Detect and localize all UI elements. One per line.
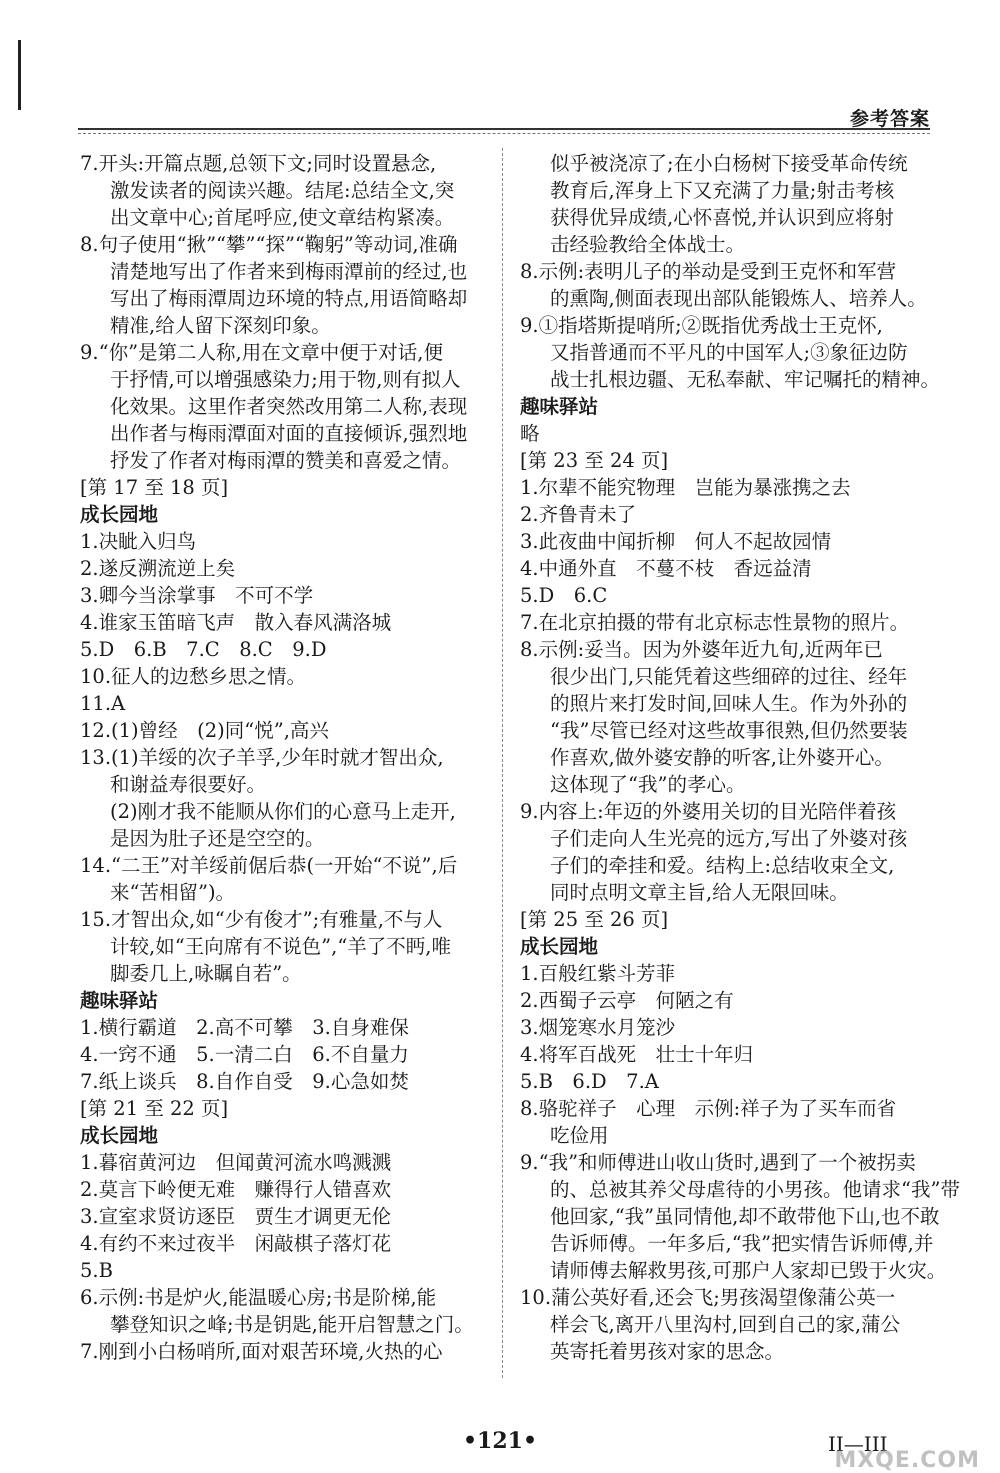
answer-line: 教育后,浑身上下又充满了力量;射击考核 — [550, 179, 895, 202]
page-tag: II—III — [828, 1432, 888, 1456]
answer-line: 5.B — [80, 1259, 113, 1282]
answer-line: 15.才智出众,如“少有俊才”;有雅量,不与人 — [80, 908, 443, 931]
answer-line: 抒发了作者对梅雨潭的赞美和喜爱之情。 — [110, 449, 462, 472]
answer-line: 4.将军百战死 壮士十年归 — [520, 1043, 754, 1066]
answer-line: 激发读者的阅读兴趣。结尾:总结全文,突 — [110, 179, 455, 202]
answer-line: 吃俭用 — [550, 1124, 609, 1147]
answer-line: 13.(1)羊绥的次子羊孚,少年时就才智出众, — [80, 746, 444, 769]
answer-line: 8.示例:妥当。因为外婆年近九旬,近两年已 — [520, 638, 883, 661]
answer-line: 2.遂反溯流逆上矣 — [80, 557, 236, 580]
answer-line: 又指普通而不平凡的中国军人;③象征边防 — [550, 341, 908, 364]
page-spine-mark — [18, 40, 21, 110]
column-divider — [502, 148, 503, 1378]
answer-line: 同时点明文章主旨,给人无限回味。 — [550, 881, 849, 904]
answer-line: 7.刚到小白杨哨所,面对艰苦环境,火热的心 — [80, 1340, 443, 1363]
answer-line: 样会飞,离开八里沟村,回到自己的家,蒲公 — [550, 1313, 901, 1336]
header-rule — [78, 128, 930, 130]
section-heading: 成长园地 — [80, 1124, 159, 1147]
header-rule-dashed — [78, 133, 930, 134]
answer-line: 14.“二王”对羊绥前倨后恭(一开始“不说”,后 — [80, 854, 458, 877]
answer-line: 子们走向人生光亮的远方,写出了外婆对孩 — [550, 827, 908, 850]
answer-line: 脚委几上,咏瞩自若”。 — [110, 962, 302, 985]
answer-line: 1.百般红紫斗芳菲 — [520, 962, 676, 985]
section-heading: 成长园地 — [520, 935, 599, 958]
answer-line: 3.宣室求贤访逐臣 贾生才调更无伦 — [80, 1205, 392, 1228]
answer-line: 4.有约不来过夜半 闲敲棋子落灯花 — [80, 1232, 392, 1255]
right-column — [520, 150, 960, 1365]
answer-line: 英寄托着男孩对家的思念。 — [550, 1340, 785, 1363]
answer-line: 出作者与梅雨潭面对面的直接倾诉,强烈地 — [110, 422, 468, 445]
section-heading: 趣味驿站 — [520, 395, 599, 418]
answer-line: 的、总被其养父母虐待的小男孩。他请求“我”带 — [550, 1178, 960, 1201]
answer-line: 8.示例:表明儿子的举动是受到王克怀和军营 — [520, 260, 897, 283]
answer-line: 6.示例:书是炉火,能温暖心房;书是阶梯,能 — [80, 1286, 437, 1309]
answer-line: 计较,如“王向席有不说色”,“羊了不眄,唯 — [110, 935, 452, 958]
answer-line: “我”尽管已经对这些故事很熟,但仍然要装 — [550, 719, 908, 742]
answer-line: 1.横行霸道 2.高不可攀 3.自身难保 — [80, 1016, 409, 1039]
section-heading: 成长园地 — [80, 503, 159, 526]
answer-line: 告诉师傅。一年多后,“我”把实情告诉师傅,并 — [550, 1232, 934, 1255]
answer-line: 子们的牵挂和爱。结构上:总结收束全文, — [550, 854, 895, 877]
header-label: 参考答案 — [849, 108, 930, 130]
answer-line: 1.暮宿黄河边 但闻黄河流水鸣溅溅 — [80, 1151, 392, 1174]
answer-line: 是因为肚子还是空空的。 — [110, 827, 325, 850]
answer-line: 化效果。这里作者突然改用第二人称,表现 — [110, 395, 468, 418]
answer-line: 9.内容上:年迈的外婆用关切的目光陪伴着孩 — [520, 800, 897, 823]
answer-line: 的熏陶,侧面表现出部队能锻炼人、培养人。 — [550, 287, 927, 310]
answer-line: 2.齐鲁青未了 — [520, 503, 637, 526]
answer-line: 7.开头:开篇点题,总领下文;同时设置悬念, — [80, 152, 437, 175]
answer-line: 4.一窍不通 5.一清二白 6.不自量力 — [80, 1043, 409, 1066]
answer-line: 似乎被浇凉了;在小白杨树下接受革命传统 — [550, 152, 908, 175]
answer-line: 3.烟笼寒水月笼沙 — [520, 1016, 676, 1039]
left-column — [80, 150, 482, 1365]
answer-line: 4.中通外直 不蔓不枝 香远益清 — [520, 557, 812, 580]
page-range-label: [第 21 至 22 页] — [80, 1097, 229, 1120]
answer-line: (2)刚才我不能顺从你们的心意马上走开, — [110, 800, 456, 823]
answer-line: 精准,给人留下深刻印象。 — [110, 314, 331, 337]
answer-line: 2.西蜀子云亭 何陋之有 — [520, 989, 734, 1012]
answer-line: 1.尔辈不能究物理 岂能为暴涨携之去 — [520, 476, 851, 499]
answer-line: 12.(1)曾经 (2)同“悦”,高兴 — [80, 719, 329, 742]
answer-line: 写出了梅雨潭周边环境的特点,用语简略却 — [110, 287, 468, 310]
answer-line: 5.B 6.D 7.A — [520, 1070, 659, 1093]
answer-line: 9.①指塔斯提哨所;②既指优秀战士王克怀, — [520, 314, 883, 337]
answer-line: 击经验教给全体战士。 — [550, 233, 746, 256]
answer-line: 7.在北京拍摄的带有北京标志性景物的照片。 — [520, 611, 910, 634]
answer-line: 于抒情,可以增强感染力;用于物,则有拟人 — [110, 368, 461, 391]
answer-line: 10.征人的边愁乡思之情。 — [80, 665, 307, 688]
answer-line: 很少出门,只能凭着这些细碎的过往、经年 — [550, 665, 908, 688]
answer-line: 请师傅去解救男孩,可那户人家却已毁于火灾。 — [550, 1259, 947, 1282]
answer-line: 3.卿今当涂掌事 不可不学 — [80, 584, 314, 607]
answer-line: 攀登知识之峰;书是钥匙,能开启智慧之门。 — [110, 1313, 474, 1336]
answer-line: 8.骆驼祥子 心理 示例:祥子为了买车而省 — [520, 1097, 897, 1120]
page-range-label: [第 23 至 24 页] — [520, 449, 669, 472]
answer-line: 10.蒲公英好看,还会飞;男孩渴望像蒲公英一 — [520, 1286, 896, 1309]
answer-line: 7.纸上谈兵 8.自作自受 9.心急如焚 — [80, 1070, 409, 1093]
answer-line: 9.“我”和师傅进山收山货时,遇到了一个被拐卖 — [520, 1151, 916, 1174]
answer-line: 11.A — [80, 692, 126, 715]
answer-line: 和谢益寿很要好。 — [110, 773, 267, 796]
answer-line: 出文章中心;首尾呼应,使文章结构紧凑。 — [110, 206, 455, 229]
answer-line: 略 — [520, 422, 540, 445]
answer-line: 5.D 6.C — [520, 584, 608, 607]
answer-line: 4.谁家玉笛暗飞声 散入春风满洛城 — [80, 611, 392, 634]
answer-line: 来“苦相留”)。 — [110, 881, 236, 904]
answer-line: 这体现了“我”的孝心。 — [550, 773, 746, 796]
answer-line: 3.此夜曲中闻折柳 何人不起故园情 — [520, 530, 832, 553]
page-range-label: [第 25 至 26 页] — [520, 908, 669, 931]
answer-line: 9.“你”是第二人称,用在文章中便于对话,便 — [80, 341, 443, 364]
answer-line: 战士扎根边疆、无私奉献、牢记嘱托的精神。 — [550, 368, 941, 391]
answer-line: 清楚地写出了作者来到梅雨潭前的经过,也 — [110, 260, 468, 283]
watermark-logo: MXQE.COM — [834, 1448, 980, 1473]
page-range-label: [第 17 至 18 页] — [80, 476, 229, 499]
answer-line: 1.决眦入归鸟 — [80, 530, 197, 553]
answer-line: 获得优异成绩,心怀喜悦,并认识到应将射 — [550, 206, 894, 229]
page-number: •121• — [462, 1428, 538, 1454]
section-heading: 趣味驿站 — [80, 989, 159, 1012]
answer-line: 他回家,“我”虽同情他,却不敢带他下山,也不敢 — [550, 1205, 940, 1228]
answer-line: 作喜欢,做外婆安静的听客,让外婆开心。 — [550, 746, 894, 769]
answer-line: 的照片来打发时间,回味人生。作为外孙的 — [550, 692, 908, 715]
answer-line: 2.莫言下岭便无难 赚得行人错喜欢 — [80, 1178, 392, 1201]
answer-line: 5.D 6.B 7.C 8.C 9.D — [80, 638, 327, 661]
answer-line: 8.句子使用“揪”“攀”“探”“鞠躬”等动词,准确 — [80, 233, 458, 256]
